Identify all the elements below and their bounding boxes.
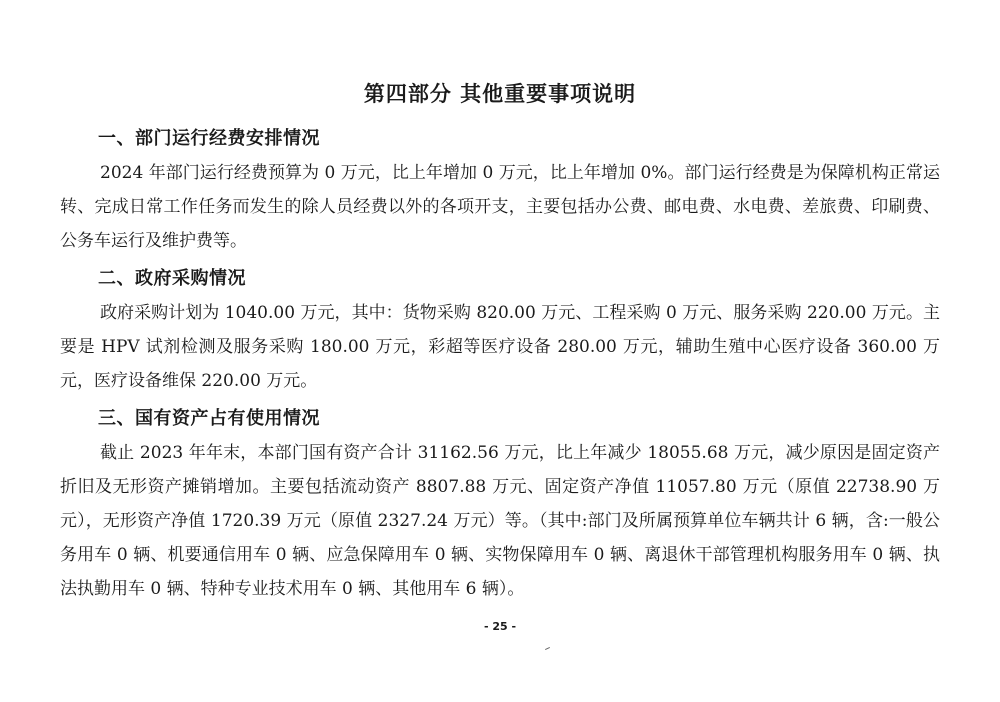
page-title: 第四部分 其他重要事项说明 bbox=[363, 82, 637, 106]
section-heading-procurement: 二、政府采购情况 bbox=[98, 268, 246, 289]
section-body-state-assets: 截止 2023 年年末，本部门国有资产合计 31162.56 万元，比上年减少 18055.68 万元，减少原因是固定资产折旧及无形资产摊销增加。主要包括流动资产 8807.88 万元、固定资产净值 11057.80 万元（原值 22738.90 万元），无形资产净值 1720.39 万元（原值 2327.24 万元）等。（其中:部门及所属预算单位车辆共计 6 辆，含:一般公务用车 0 辆、机要通信用车 0 辆、应急保障用车 0 辆、实物保障用车 0 辆、离退休干部管理机构服务用车 0 辆、执法执勤用车 0 辆、特种专业技术用车 0 辆、其他用车 6 辆）。 bbox=[60, 443, 940, 599]
section-heading-state-assets: 三、国有资产占有使用情况 bbox=[98, 408, 320, 429]
section-heading-operating-funds: 一、部门运行经费安排情况 bbox=[98, 128, 320, 149]
section-body-operating-funds: 2024 年部门运行经费预算为 0 万元，比上年增加 0 万元，比上年增加 0%。部门运行经费是为保障机构正常运转、完成日常工作任务而发生的除人员经费以外的各项开支，主要包括办公费、邮电费、水电费、差旅费、印刷费、公务车运行及维护费等。 bbox=[60, 163, 940, 251]
section-body-procurement: 政府采购计划为 1040.00 万元，其中：货物采购 820.00 万元、工程采购 0 万元、服务采购 220.00 万元。主要是 HPV 试剂检测及服务采购 180.00 万元，彩超等医疗设备 280.00 万元，辅助生殖中心医疗设备 360.00 万元，医疗设备维保 220.00 万元。 bbox=[60, 303, 940, 391]
page-number: - 25 - bbox=[483, 620, 517, 633]
scan-mark bbox=[545, 647, 550, 650]
